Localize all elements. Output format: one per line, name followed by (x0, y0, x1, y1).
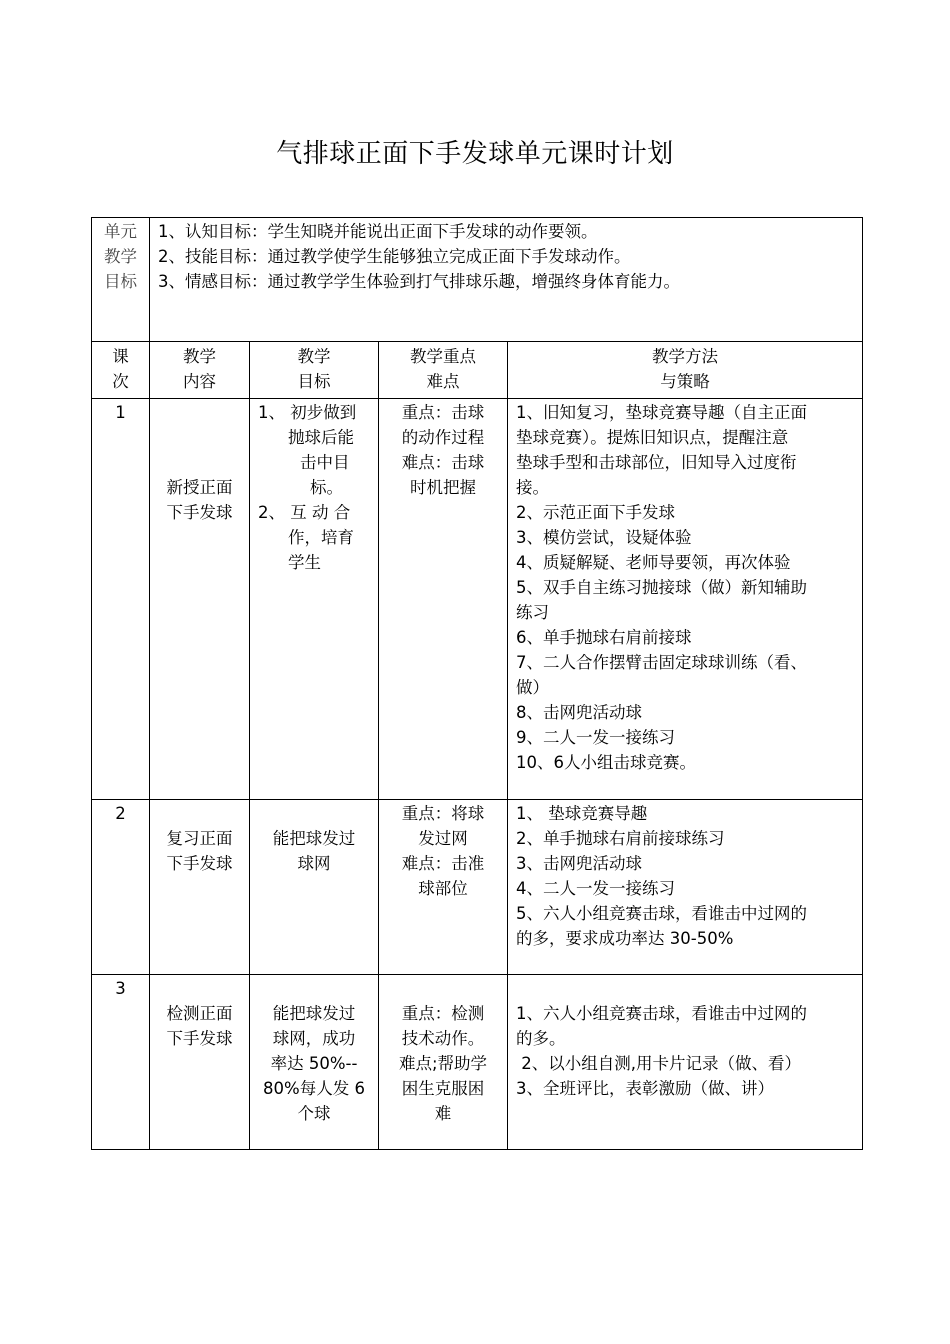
method-line: 的多。 (516, 1029, 566, 1048)
method-line: 5、六人小组竞赛击球，看谁击中过网的 (516, 904, 807, 923)
lesson-number: 2 (92, 800, 150, 975)
method-line: 2、单手抛球右肩前接球练习 (516, 829, 725, 848)
method-line: 4、质疑解疑、老师导要领，再次体验 (516, 553, 791, 572)
method-line: 3、模仿尝试，设疑体验 (516, 528, 692, 547)
lesson-methods (508, 975, 863, 1150)
lesson-plan-table (91, 217, 863, 1150)
lesson-methods (508, 800, 863, 975)
method-line: 1、 垫球竞赛导趣 (516, 804, 648, 823)
method-line: 1、六人小组竞赛击球，看谁击中过网的 (516, 1004, 807, 1023)
header-content: 教学 内容 (150, 342, 250, 399)
lesson-goal: 能把球发过 球网 (250, 800, 379, 975)
header-method: 教学方法 与策略 (508, 342, 863, 399)
lesson-number: 3 (92, 975, 150, 1150)
lesson-keypoints: 重点：将球 发过网 难点：击准 球部位 (379, 800, 508, 975)
lesson-keypoints: 重点：击球 的动作过程 难点：击球 时机把握 (379, 399, 508, 800)
lesson-content: 复习正面 下手发球 (150, 800, 250, 975)
lesson-keypoints: 重点：检测 技术动作。 难点;帮助学 困生克服困 难 (379, 975, 508, 1150)
lesson-row (92, 800, 863, 975)
method-line: 4、二人一发一接练习 (516, 879, 675, 898)
lesson-goal: 1、 初步做到 抛球后能 击中目 标。 2、 互 动 合 作，培育 学生 (250, 399, 379, 800)
header-lesson: 课 次 (92, 342, 150, 399)
method-line: 接。 (516, 478, 549, 497)
method-line: 垫球竞赛）。提炼旧知识点，提醒注意 (516, 428, 789, 447)
method-line: 做） (516, 678, 549, 697)
unit-goal-item: 3、情感目标：通过教学学生体验到打气排球乐趣，增强终身体育能力。 (158, 272, 680, 291)
method-line: 9、二人一发一接练习 (516, 728, 675, 747)
method-line: 垫球手型和击球部位，旧知导入过度衔 (516, 453, 797, 472)
method-line: 2、以小组自测,用卡片记录（做、看） (516, 1054, 801, 1073)
method-line: 的多，要求成功率达 30-50% (516, 929, 734, 948)
header-row (92, 342, 863, 399)
header-goal: 教学 目标 (250, 342, 379, 399)
method-line: 8、击网兜活动球 (516, 703, 642, 722)
method-line: 7、二人合作摆臂击固定球球训练（看、 (516, 653, 807, 672)
unit-goal-item: 2、技能目标：通过教学使学生能够独立完成正面下手发球动作。 (158, 247, 631, 266)
lesson-methods (508, 399, 863, 800)
lesson-goal: 能把球发过 球网，成功 率达 50%-- 80%每人发 6 个球 (250, 975, 379, 1150)
method-line: 5、双手自主练习抛接球（做）新知辅助 (516, 578, 807, 597)
unit-goal-items (150, 218, 863, 342)
method-line: 1、旧知复习，垫球竞赛导趣（自主正面 (516, 403, 807, 422)
method-line: 3、击网兜活动球 (516, 854, 642, 873)
lesson-number: 1 (92, 399, 150, 800)
page-title: 气排球正面下手发球单元课时计划 (276, 139, 674, 169)
unit-goal-label: 单元 教学 目标 (92, 218, 150, 342)
method-line: 10、6人小组击球竞赛。 (516, 753, 696, 772)
lesson-row (92, 399, 863, 800)
lesson-row (92, 975, 863, 1150)
method-line: 3、全班评比，表彰激励（做、讲） (516, 1079, 774, 1098)
lesson-content: 检测正面 下手发球 (150, 975, 250, 1150)
unit-goal-item: 1、认知目标：学生知晓并能说出正面下手发球的动作要领。 (158, 222, 598, 241)
lesson-content: 新授正面 下手发球 (150, 399, 250, 800)
unit-goal-row (92, 218, 863, 342)
header-keypoints: 教学重点 难点 (379, 342, 508, 399)
method-line: 6、单手抛球右肩前接球 (516, 628, 692, 647)
method-line: 练习 (516, 603, 549, 622)
method-line: 2、示范正面下手发球 (516, 503, 675, 522)
